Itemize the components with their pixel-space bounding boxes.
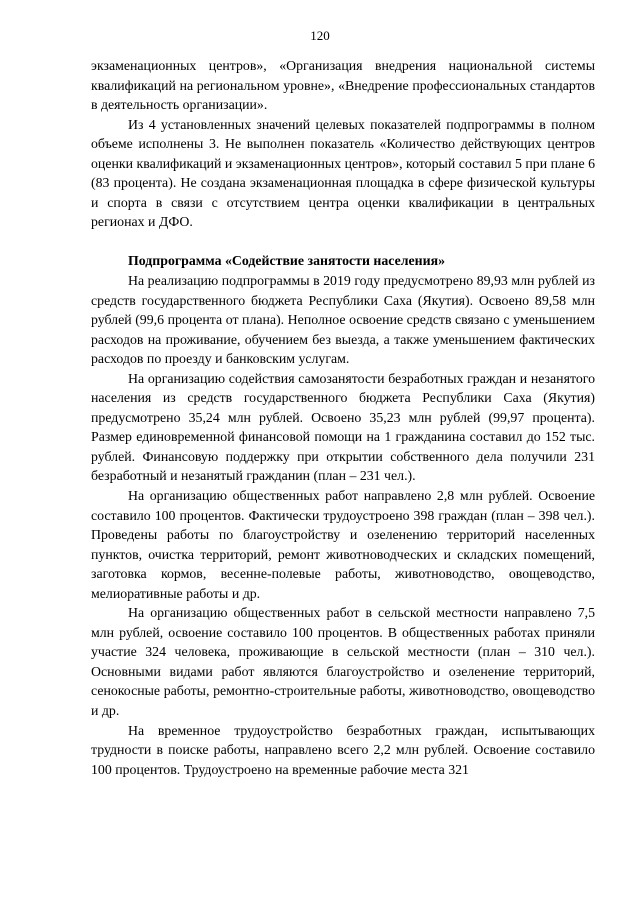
paragraph-self-employment: На организацию содействия самозанятости безработных граждан и незанятого населения из средств государственного бюджета Республики Саха (Якутия) предусмотрено 35,24 млн рублей. Освоено 35,23 млн рублей (99,97 процента). Размер единовременной финансовой помощи на 1 гражданина составил до 152 тыс. рублей. Финансовую поддержку при открытии собственного дела получили 231 безработный и незанятый гражданин (план – 231 чел.). bbox=[91, 370, 595, 484]
section-heading: Подпрограмма «Содействие занятости населения» bbox=[128, 253, 446, 269]
paragraph-temporary-employment: На временное трудоустройство безработных граждан, испытывающих трудности в поиске работы, направлено всего 2,2 млн рублей. Освоение составило 100 процентов. Трудоустроено на временные рабочие места 321 bbox=[91, 722, 595, 777]
paragraph-public-works: На организацию общественных работ направлено 2,8 млн рублей. Освоение составило 100 процентов. Фактически трудоустроено 398 граждан (план – 398 чел.). Проведены работы по благоустройству и озеленению территорий населенных пунктов, очистка территорий, ремонт животноводческих и складских помещений, заготовка кормов, весенне-полевые работы, животноводство, овощеводство, мелиоративные работы и др. bbox=[91, 487, 595, 601]
paragraph-continued: экзаменационных центров», «Организация внедрения национальной системы квалификаций на региональном уровне», «Внедрение профессиональных стандартов в деятельность организации». bbox=[91, 58, 595, 113]
paragraph-target-indicators: Из 4 установленных значений целевых показателей подпрограммы в полном объеме исполнены 3. Не выполнен показатель «Количество действующих центров оценки квалификаций и экзаменационных центров», который составил 5 при плане 6 (83 процента). Не создана экзаменационная площадка в сфере физической культуры и спорта в связи с отсутствием центра оценки квалификации в центральных регионах и ДФО. bbox=[91, 116, 595, 230]
document-body bbox=[91, 56, 595, 779]
paragraph-rural-public-works: На организацию общественных работ в сельской местности направлено 7,5 млн рублей, освоение составило 100 процентов. В общественных работах приняли участие 324 человека, проживающие в сельской местности (план – 310 чел.). Основными видами работ являются благоустройство и озеленение территорий, сенокосные работы, ремонтно-строительные работы, животноводство, овощеводство и др. bbox=[91, 605, 595, 718]
page-number: 120 bbox=[310, 28, 330, 43]
paragraph-subprogram-funding: На реализацию подпрограммы в 2019 году предусмотрено 89,93 млн рублей из средств государственного бюджета Республики Саха (Якутия). Освоено 89,58 млн рублей (99,6 процента от плана). Неполное освоение средств связано с уменьшением расходов на проживание, обучением без выезда, а также уменьшением фактических расходов по проезду и банковским услугам. bbox=[91, 272, 595, 367]
